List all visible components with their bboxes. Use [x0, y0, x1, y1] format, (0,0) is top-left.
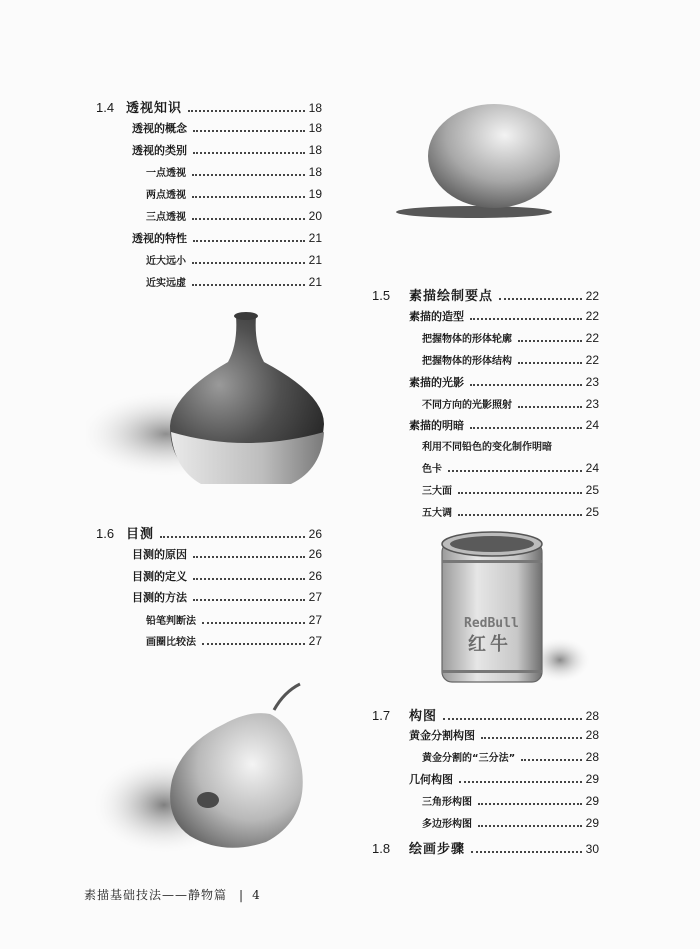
leader-dots: [202, 622, 305, 624]
leader-dots: [470, 384, 582, 386]
leader-dots: [193, 240, 305, 242]
toc-entry[interactable]: [409, 771, 599, 787]
toc-entry[interactable]: [422, 749, 599, 764]
toc-entry[interactable]: [422, 352, 599, 367]
entry-title: 几何构图: [409, 773, 453, 786]
entry-title: 素描的光影: [409, 376, 464, 389]
toc-entry[interactable]: [146, 612, 322, 627]
toc-entry[interactable]: [409, 417, 599, 433]
entry-title: 铅笔判断法: [146, 616, 196, 627]
leader-dots: [193, 599, 305, 601]
section-title: 目测: [126, 527, 155, 542]
can-sketch-illustration: [432, 530, 592, 695]
entry-title: 画圈比较法: [146, 637, 196, 648]
section-title: 素描绘制要点: [409, 289, 494, 304]
vase-sketch-illustration: [86, 304, 336, 494]
entry-title: 素描的造型: [409, 310, 464, 323]
leader-dots: [448, 470, 582, 472]
leader-dots: [470, 427, 582, 429]
entry-title: 透视的概念: [132, 122, 187, 135]
section-title: 绘画步骤: [409, 842, 466, 857]
leader-dots: [192, 262, 305, 264]
entry-title: 一点透视: [146, 168, 186, 179]
toc-entry[interactable]: [146, 186, 322, 201]
entry-title: 利用不同铅色的变化制作明暗: [422, 442, 552, 453]
section-number: 1.5: [372, 288, 391, 303]
footer-page-number: 4: [252, 888, 261, 902]
toc-entry[interactable]: [146, 274, 322, 289]
toc-entry[interactable]: [132, 546, 322, 562]
toc-entry[interactable]: [422, 504, 599, 519]
section-number: 1.7: [372, 708, 391, 723]
toc-entry[interactable]: [146, 208, 322, 223]
section-number: 1.6: [96, 526, 115, 541]
leader-dots: [202, 643, 305, 645]
toc-entry[interactable]: [132, 120, 322, 136]
page-number: 25: [585, 505, 599, 519]
page-number: 21: [308, 231, 322, 245]
leader-dots: [471, 851, 582, 853]
footer-divider: |: [239, 888, 245, 902]
toc-section-1-4[interactable]: [96, 97, 322, 116]
entry-title: 把握物体的形体轮廓: [422, 334, 512, 345]
can-cn-text: 红牛: [468, 634, 512, 655]
toc-entry[interactable]: [422, 482, 599, 497]
page-number: 22: [585, 331, 599, 345]
egg-sketch-illustration: [396, 104, 566, 222]
entry-title: 目测的原因: [132, 548, 187, 561]
toc-entry[interactable]: [422, 460, 599, 475]
entry-title: 三大面: [422, 486, 452, 497]
page-number: 27: [308, 634, 322, 648]
page-number: 18: [308, 121, 322, 135]
entry-title: 近实远虚: [146, 278, 186, 289]
entry-title: 五大调: [422, 508, 452, 519]
section-number: 1.8: [372, 841, 391, 856]
leader-dots: [192, 284, 305, 286]
entry-title: 不同方向的光影照射: [422, 400, 512, 411]
entry-title: 黄金分割构图: [409, 729, 475, 742]
page-number: 29: [585, 772, 599, 786]
leader-dots: [518, 340, 582, 342]
toc-entry[interactable]: [422, 438, 599, 453]
toc-entry[interactable]: [132, 230, 322, 246]
page-number: 29: [585, 816, 599, 830]
entry-title: 目测的定义: [132, 570, 187, 583]
section-title: 透视知识: [126, 101, 183, 116]
page-number: 27: [308, 590, 322, 604]
toc-section-1-8[interactable]: [372, 838, 599, 857]
page-number: 28: [585, 728, 599, 742]
toc-entry[interactable]: [422, 330, 599, 345]
entry-title: 近大远小: [146, 256, 186, 267]
leader-dots: [499, 298, 582, 300]
page-number: 27: [308, 613, 322, 627]
toc-entry[interactable]: [132, 142, 322, 158]
leader-dots: [192, 218, 305, 220]
leader-dots: [192, 174, 305, 176]
entry-title: 三角形构图: [422, 797, 472, 808]
page-number: 18: [308, 101, 322, 115]
page-number: 26: [308, 569, 322, 583]
leader-dots: [193, 130, 305, 132]
leader-dots: [481, 737, 582, 739]
page-number: 21: [308, 253, 322, 267]
toc-entry[interactable]: [146, 252, 322, 267]
leader-dots: [188, 110, 305, 112]
book-title: 素描基础技法——静物篇: [84, 888, 228, 902]
toc-entry[interactable]: [132, 589, 322, 605]
page-number: 22: [585, 353, 599, 367]
leader-dots: [478, 803, 582, 805]
toc-entry[interactable]: [146, 164, 322, 179]
entry-title: 多边形构图: [422, 819, 472, 830]
toc-entry[interactable]: [422, 396, 599, 411]
entry-title: 三点透视: [146, 212, 186, 223]
page-number: 23: [585, 397, 599, 411]
leader-dots: [458, 492, 582, 494]
leader-dots: [518, 406, 582, 408]
entry-title: 目测的方法: [132, 591, 187, 604]
entry-title: 素描的明暗: [409, 419, 464, 432]
leader-dots: [521, 759, 581, 761]
page-number: 25: [585, 483, 599, 497]
section-number: 1.4: [96, 100, 115, 115]
page-number: 23: [585, 375, 599, 389]
page-number: 19: [308, 187, 322, 201]
leader-dots: [458, 514, 582, 516]
page-number: 20: [308, 209, 322, 223]
toc-entry[interactable]: [422, 793, 599, 808]
page-number: 26: [308, 547, 322, 561]
page-number: 26: [308, 527, 322, 541]
leader-dots: [478, 825, 582, 827]
page-number: 18: [308, 165, 322, 179]
leader-dots: [192, 196, 305, 198]
page-number: 24: [585, 418, 599, 432]
leader-dots: [193, 152, 305, 154]
leader-dots: [193, 578, 305, 580]
entry-title: 黄金分割的“三分法”: [422, 753, 516, 764]
toc-entry[interactable]: [146, 633, 322, 648]
page-number: 18: [308, 143, 322, 157]
page-number: 22: [585, 289, 599, 303]
toc-entry[interactable]: [132, 568, 322, 584]
page-number: 29: [585, 794, 599, 808]
toc-section-1-7[interactable]: [372, 705, 599, 724]
toc-entry[interactable]: [409, 308, 599, 324]
leader-dots: [443, 718, 582, 720]
section-title: 构图: [409, 709, 438, 724]
leader-dots: [518, 362, 582, 364]
toc-entry[interactable]: [422, 815, 599, 830]
toc-entry[interactable]: [409, 727, 599, 743]
page-footer: [84, 886, 261, 903]
page-number: 30: [585, 842, 599, 856]
leader-dots: [193, 556, 305, 558]
entry-title: 两点透视: [146, 190, 186, 201]
page-number: 22: [585, 309, 599, 323]
entry-title: 色卡: [422, 464, 442, 475]
toc-entry[interactable]: [409, 374, 599, 390]
page-number: 24: [585, 461, 599, 475]
entry-title: 透视的特性: [132, 232, 187, 245]
can-brand-text: RedBull: [464, 616, 519, 631]
pear-sketch-illustration: [94, 680, 334, 860]
page-number: 28: [585, 750, 599, 764]
page-number: 28: [585, 709, 599, 723]
leader-dots: [160, 536, 305, 538]
entry-title: 透视的类别: [132, 144, 187, 157]
page-number: 21: [308, 275, 322, 289]
leader-dots: [470, 318, 582, 320]
leader-dots: [459, 781, 582, 783]
toc-section-1-6[interactable]: [96, 523, 322, 542]
toc-section-1-5[interactable]: [372, 285, 599, 304]
entry-title: 把握物体的形体结构: [422, 356, 512, 367]
